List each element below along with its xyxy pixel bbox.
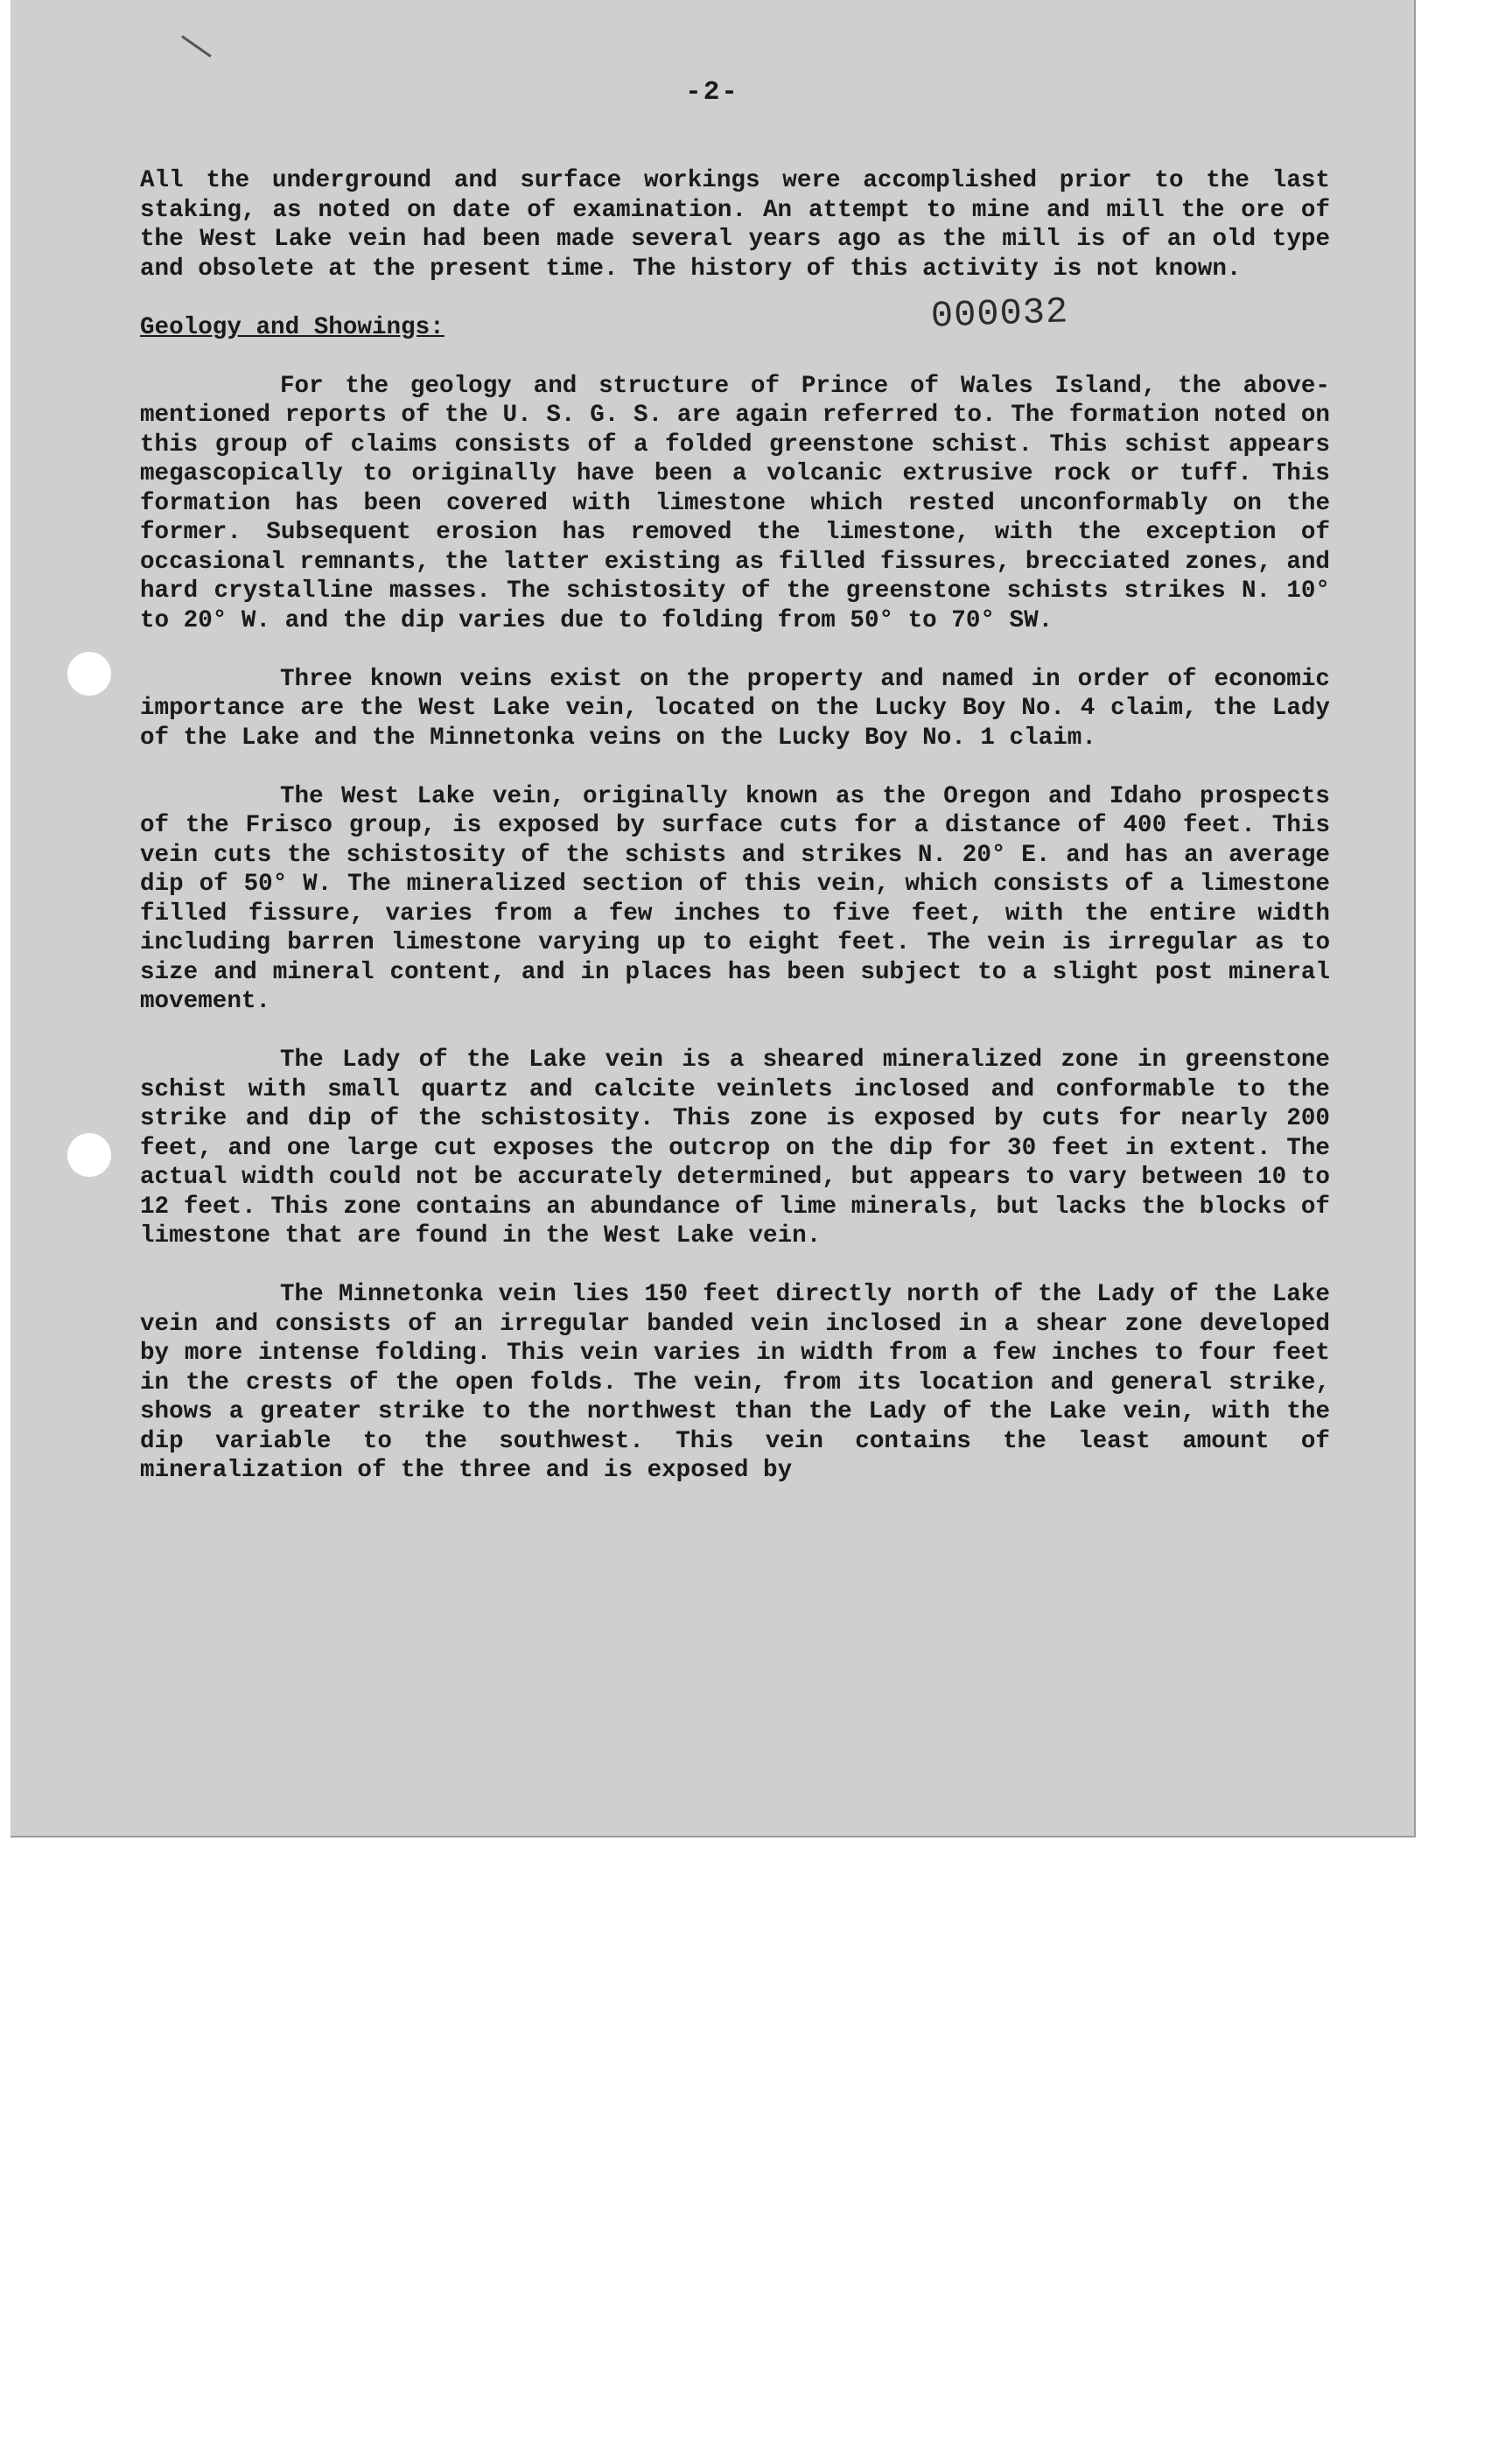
section-heading: Geology and Showings: [140,313,444,341]
paragraph-history: All the underground and surface workings were accomplished prior to the last staking, as noted on date of examination. An attempt to mine and mill the ore of the West Lake vein had been made several years ago as the mill is of an old type and obsolete at the present time. The history of this activity is not known. [140,167,1330,283]
punch-hole-bottom [67,1133,111,1177]
paragraph-lady-of-the-lake: The Lady of the Lake vein is a sheared mineralized zone in greenstone schist with small quartz and calcite veinlets inclosed and conformable to the strike and dip of the schistosity. This zone is exposed by cuts for nearly 200 feet, and one large cut exposes the outcrop on the dip for 30 feet in extent. The actual width could not be accurately determined, but appears to vary between 10 to 12 feet. This zone contains an abundance of lime minerals, but lacks the blocks of limestone that are found in the West Lake vein. [140,1046,1330,1250]
paragraph-veins: Three known veins exist on the property and named in order of economic importance are the West Lake vein, located on the Lucky Boy No. 4 claim, the Lady of the Lake and the Minnetonka veins on the Lucky Boy No. 1 claim. [140,665,1330,752]
paragraph-geology: For the geology and structure of Prince of Wales Island, the above-mentioned reports of the U. S. G. S. are again referred to. The formation noted on this group of claims consists of a folded greenstone schist. This schist appears megascopically to originally have been a volcanic extrusive rock or tuff. This formation has been covered with limestone which rested unconformably on the former. Subsequent erosion has removed the limestone, with the exception of occasional remnants, the latter existing as filled fissures, brecciated zones, and hard crystalline masses. The schistosity of the greenstone schists strikes N. 10° to 20° W. and the dip varies due to folding from 50° to 70° SW. [140,372,1330,634]
scanned-page [10,0,1416,1838]
punch-hole-top [67,652,111,696]
page-number: -2- [685,77,739,108]
paragraph-west-lake: The West Lake vein, originally known as the Oregon and Idaho prospects of the Frisco group, is exposed by surface cuts for a distance of 400 feet. This vein cuts the schistosity of the schists and strikes N. 20° E. and has an average dip of 50° W. The mineralized section of this vein, which consists of a limestone filled fissure, varies from a few inches to five feet, with the entire width including barren limestone varying up to eight feet. The vein is irregular as to size and mineral content, and in places has been subject to a slight post mineral movement. [140,782,1330,1015]
paragraph-minnetonka: The Minnetonka vein lies 150 feet directly north of the Lady of the Lake vein and consists of an irregular banded vein inclosed in a shear zone developed by more intense folding. This vein varies in width from a few inches to four feet in the crests of the open folds. The vein, from its location and general strike, shows a greater strike to the northwest than the Lady of the Lake vein, with the dip variable to the southwest. This vein contains the least amount of mineralization of the three and is exposed by [140,1281,1330,1484]
document-stamp: 000032 [930,290,1070,338]
pen-mark [181,35,211,57]
body-text [140,166,1330,1515]
